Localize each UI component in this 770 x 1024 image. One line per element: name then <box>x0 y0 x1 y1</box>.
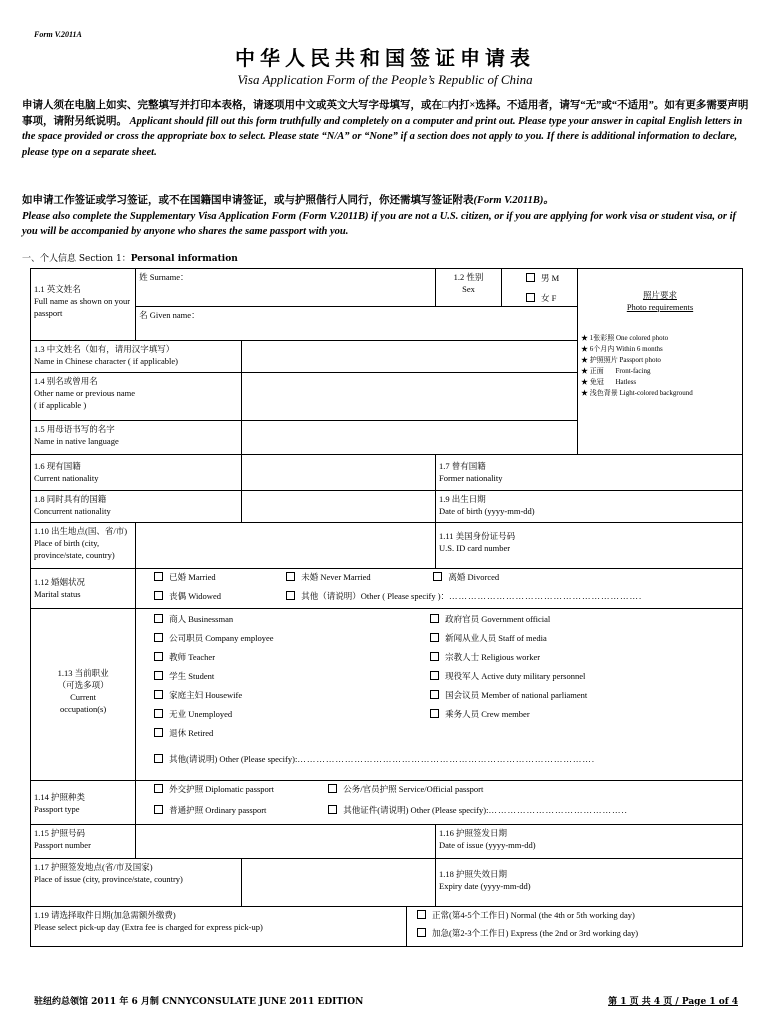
current-nationality-label: 1.6 现有国籍 Current nationality <box>31 455 242 491</box>
never-married-option[interactable]: 未婚 Never Married <box>286 571 431 583</box>
expiry-date-field[interactable]: 1.18 护照失效日期 Expiry date (yyyy-mm-dd) <box>436 859 743 907</box>
occupation-other-checkbox[interactable] <box>154 754 163 763</box>
instructions2-form-ref: (Form V.2011B)。 <box>473 195 554 206</box>
occupation-checkbox[interactable] <box>154 633 163 642</box>
occupation-checkbox[interactable] <box>154 671 163 680</box>
date-of-issue-field[interactable]: 1.16 护照签发日期 Date of issue (yyyy-mm-dd) <box>436 825 743 859</box>
occupation-options <box>136 609 743 781</box>
ordinary-passport-checkbox[interactable] <box>154 805 163 814</box>
instructions-cn: 申请人须在电脑上如实、完整填写并打印本表格，请逐项用中文或英文大写字母填写，或在□内打×选择。不适用者，请写“无”或“不适用”。如有更多需要声明事项，请附另纸说明。 <box>22 100 749 127</box>
sex-options <box>501 269 577 307</box>
occupation-label: 1.13 当前职业 （可选多项） Current occupation(s) <box>31 609 136 781</box>
occupation-checkbox[interactable] <box>430 633 439 642</box>
pickup-normal-checkbox[interactable] <box>417 910 426 919</box>
other-name-label: 1.4 别名或曾用名 Other name or previous name ( if applicable ) <box>31 373 242 421</box>
pickup-express-checkbox[interactable] <box>417 928 426 937</box>
chinese-name-label: 1.3 中文姓名（如有，请用汉字填写） Name in Chinese character ( if applicable) <box>31 341 242 373</box>
occupation-checkbox[interactable] <box>430 690 439 699</box>
married-checkbox[interactable] <box>154 572 163 581</box>
instructions-paragraph-1 <box>22 98 752 160</box>
ordinary-passport-option[interactable]: 普通护照 Ordinary passport <box>154 804 326 816</box>
place-of-issue-label: 1.17 护照签发地点(省/市及国家) Place of issue (city, province/state, country) <box>31 859 242 907</box>
occupation-checkbox[interactable] <box>154 652 163 661</box>
diplomatic-passport-option[interactable]: 外交护照 Diplomatic passport <box>154 783 326 795</box>
married-option[interactable]: 已婚 Married <box>154 571 284 583</box>
photo-req-item: ★ 浅色背景 Light-colored background <box>580 389 693 397</box>
photo-req-item: ★ 免冠 Hatless <box>580 378 637 386</box>
marital-status-options <box>136 569 743 609</box>
instructions2-en: Please also complete the Supplementary Visa Application Form (Form V.2011B) if you are not a U.S. citizen, or if you are applying for work visa or student visa, or if you will be accompanied by anyone who shares the same passport with you. <box>22 210 737 237</box>
occupation-option[interactable]: 教师 Teacher <box>154 651 430 663</box>
concurrent-nationality-field[interactable] <box>242 491 436 523</box>
instructions-en: Applicant should fill out this form truthfully and completely on a computer and print out. Please type your answer in capital English letters in the space provided or cross the appropriate box to select. Please state “N/A” or “None” if a section does not apply to you. If there is additional information to declare, please type on a separate sheet. <box>22 115 743 158</box>
divorced-checkbox[interactable] <box>433 572 442 581</box>
photo-box <box>577 269 742 455</box>
marital-other-checkbox[interactable] <box>286 591 295 600</box>
instructions2-cn: 如申请工作签证或学习签证，或不在国籍国申请签证，或与护照偕行人同行，你还需填写签证附表 <box>22 195 474 206</box>
occupation-checkbox[interactable] <box>154 709 163 718</box>
pickup-day-options <box>407 907 743 947</box>
footer-page-number: 第 1 页 共 4 页 / Page 1 of 4 <box>608 997 738 1007</box>
sex-female-option[interactable]: 女 F <box>526 292 574 304</box>
occupation-option[interactable]: 学生 Student <box>154 670 430 682</box>
pickup-normal-option[interactable]: 正常(第4-5个工作日) Normal (the 4th or 5th working day) <box>417 909 739 921</box>
occupation-option[interactable]: 无业 Unemployed <box>154 708 430 720</box>
instructions-paragraph-2 <box>22 193 752 240</box>
occupation-option[interactable]: 政府官员 Government official <box>430 613 730 625</box>
surname-field[interactable]: 姓 Surname： <box>136 269 436 307</box>
concurrent-nationality-label: 1.8 同时具有的国籍 Concurrent nationality <box>31 491 242 523</box>
native-name-field[interactable] <box>242 421 578 455</box>
date-of-birth-field[interactable]: 1.9 出生日期 Date of birth (yyyy-mm-dd) <box>436 491 743 523</box>
occupation-checkbox[interactable] <box>430 652 439 661</box>
occupation-option[interactable]: 商人 Businessman <box>154 613 430 625</box>
occupation-checkbox[interactable] <box>154 690 163 699</box>
passport-type-label: 1.14 护照种类 Passport type <box>31 781 136 825</box>
sex-label: 1.2 性别 Sex <box>436 269 502 307</box>
passport-other-checkbox[interactable] <box>328 805 337 814</box>
occupation-checkbox[interactable] <box>154 728 163 737</box>
marital-status-label: 1.12 婚姻状况 Marital status <box>31 569 136 609</box>
place-of-birth-label: 1.10 出生地点(国、省/市) Place of birth (city, province/state, country) <box>31 523 136 569</box>
sex-male-option[interactable]: 男 M <box>526 272 574 284</box>
form-title-chinese: 中华人民共和国签证申请表 <box>235 46 535 70</box>
former-nationality-field[interactable]: 1.7 曾有国籍 Former nationality <box>436 455 743 491</box>
photo-req-item: ★ 护照照片 Passport photo <box>580 356 661 364</box>
us-id-field[interactable]: 1.11 美国身份证号码 U.S. ID card number <box>436 523 743 569</box>
marital-other-option[interactable]: 其他（请说明）Other ( Please specify )：……………………………………………………. <box>286 591 642 601</box>
place-of-issue-field[interactable] <box>242 859 436 907</box>
occupation-checkbox[interactable] <box>430 614 439 623</box>
photo-requirements-title: 照片要求 Photo requirements <box>626 290 694 312</box>
personal-info-table <box>30 268 743 947</box>
passport-type-options <box>136 781 743 825</box>
occupation-option[interactable]: 现役军人 Active duty military personnel <box>430 670 730 682</box>
occupation-checkbox[interactable] <box>430 671 439 680</box>
service-passport-option[interactable]: 公务/官员护照 Service/Official passport <box>328 784 483 794</box>
photo-req-item: ★ 1张彩照 One colored photo <box>580 334 669 342</box>
pickup-express-option[interactable]: 加急(第2-3个工作日) Express (the 2nd or 3rd working day) <box>417 927 739 939</box>
section-1-heading: 一、个人信息 Section 1：Personal information <box>22 254 238 264</box>
given-name-field[interactable]: 名 Given name： <box>136 307 578 341</box>
occupation-option[interactable]: 家庭主妇 Housewife <box>154 689 430 701</box>
widowed-option[interactable]: 丧偶 Widowed <box>154 590 284 602</box>
divorced-option[interactable]: 离婚 Divorced <box>433 572 499 582</box>
occupation-checkbox[interactable] <box>154 614 163 623</box>
passport-other-option[interactable]: 其他证件(请说明) Other (Please specify):…………………………………….. <box>328 805 627 815</box>
photo-req-item: ★ 正面 Front-facing <box>580 367 651 375</box>
female-checkbox[interactable] <box>526 293 535 302</box>
chinese-name-field[interactable] <box>242 341 578 373</box>
occupation-other-option[interactable]: 其他(请说明) Other (Please specify):…………………………………………………………………………………. <box>154 753 739 765</box>
pickup-day-label: 1.19 请选择取件日期(加急需额外缴费) Please select pick-up day (Extra fee is charged for express pick-up) <box>31 907 407 947</box>
place-of-birth-field[interactable] <box>136 523 436 569</box>
other-name-field[interactable] <box>242 373 578 421</box>
photo-requirements-list <box>581 333 739 399</box>
occupation-checkbox[interactable] <box>430 709 439 718</box>
widowed-checkbox[interactable] <box>154 591 163 600</box>
native-name-label: 1.5 用母语书写的名字 Name in native language <box>31 421 242 455</box>
occupation-option[interactable]: 公司职员 Company employee <box>154 632 430 644</box>
occupation-option[interactable]: 国会议员 Member of national parliament <box>430 689 730 701</box>
form-title-english: Visa Application Form of the People’s Republic of China <box>237 72 533 87</box>
footer-edition: 驻纽约总领馆 2011 年 6 月制 CNNYCONSULATE JUNE 2011 EDITION <box>34 997 364 1007</box>
photo-req-item: ★ 6个月内 Within 6 months <box>580 345 663 353</box>
service-passport-checkbox[interactable] <box>328 784 337 793</box>
occupation-option[interactable]: 乘务人员 Crew member <box>430 708 730 720</box>
form-id: Form V.2011A <box>34 30 82 39</box>
occupation-option[interactable]: 新闻从业人员 Staff of media <box>430 632 730 644</box>
passport-number-field[interactable] <box>136 825 436 859</box>
current-nationality-field[interactable] <box>242 455 436 491</box>
occupation-option[interactable]: 宗教人士 Religious worker <box>430 651 730 663</box>
passport-number-label: 1.15 护照号码 Passport number <box>31 825 136 859</box>
diplomatic-passport-checkbox[interactable] <box>154 784 163 793</box>
full-name-label: 1.1 英文姓名 Full name as shown on your passport <box>31 269 136 341</box>
never-married-checkbox[interactable] <box>286 572 295 581</box>
occupation-option[interactable]: 退休 Retired <box>154 727 430 739</box>
male-checkbox[interactable] <box>526 273 535 282</box>
